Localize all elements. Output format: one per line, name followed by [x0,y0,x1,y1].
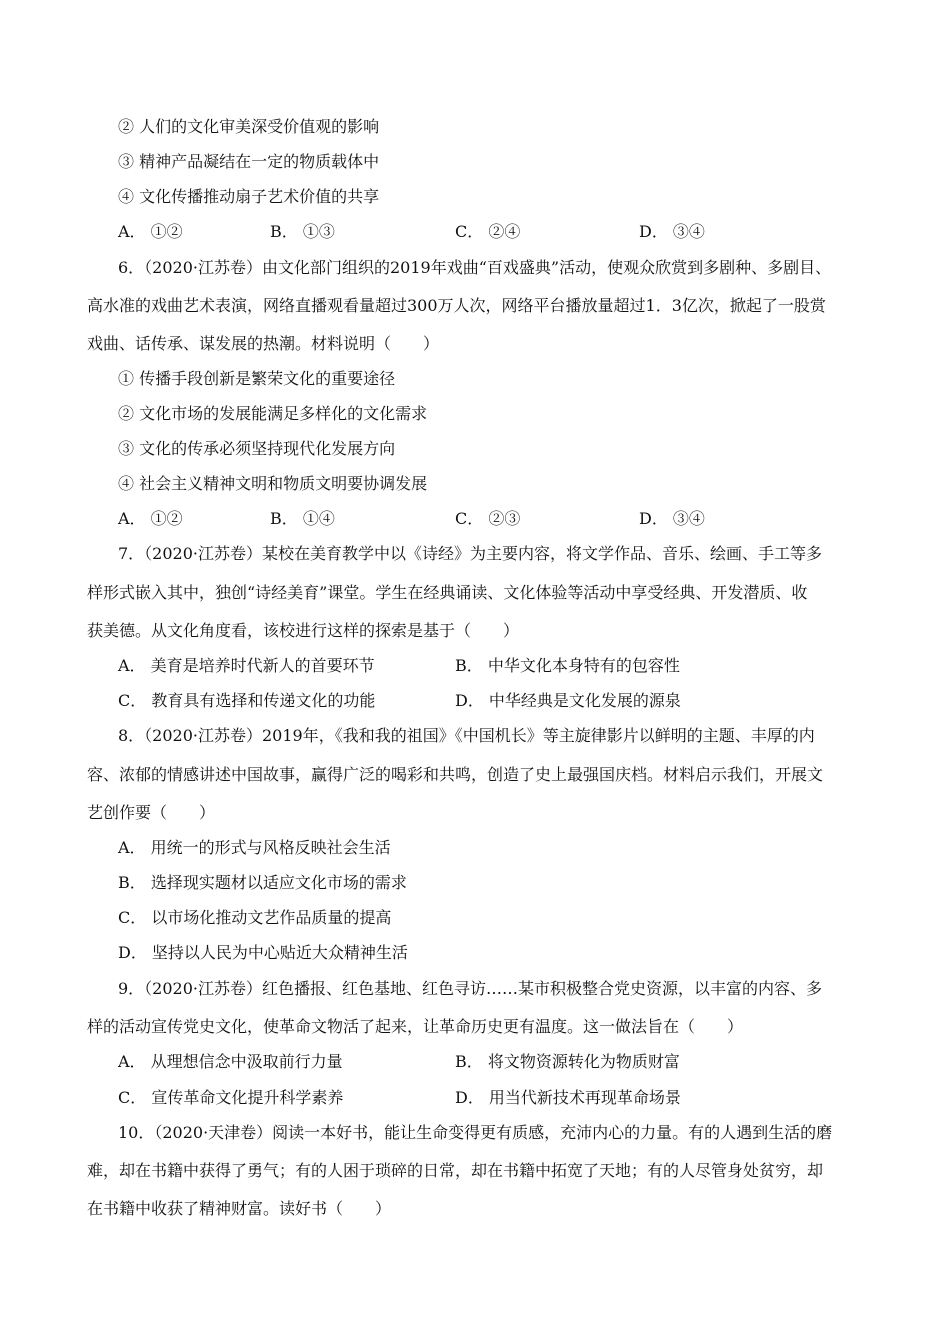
q6-option-b: B． ①④ [270,509,335,528]
q7-stem-line-1: 7．（2020·江苏卷）某校在美育教学中以《诗经》为主要内容，将文学作品、音乐、绘画、手工等多 [118,544,822,563]
q9-option-b: B． 将文物资源转化为物质财富 [455,1052,680,1071]
q8-stem-line-2: 容、浓郁的情感讲述中国故事，赢得广泛的喝彩和共鸣，创造了史上最强国庆档。材料启示我们，开展文 [87,765,824,784]
q9-option-c: C． 宣传革命文化提升科学素养 [118,1088,344,1107]
q6-stem-line-2: 高水准的戏曲艺术表演，网络直播观看量超过300万人次，网络平台播放量超过1．3亿次，掀起了一股赏 [87,296,826,315]
q6-statement-1: ① 传播手段创新是繁荣文化的重要途径 [118,369,396,388]
q8-option-d: D． 坚持以人民为中心贴近大众精神生活 [118,943,408,962]
q6-option-d: D． ③④ [639,509,705,528]
q8-stem-line-3: 艺创作要（ ） [87,803,216,822]
q7-option-a: A． 美育是培养时代新人的首要环节 [118,656,375,675]
q9-stem-line-2: 样的活动宣传党史文化，使革命文物活了起来，让革命历史更有温度。这一做法旨在（ ） [87,1017,744,1036]
q6-option-a: A． ①② [118,509,183,528]
q5-statement-3: ③ 精神产品凝结在一定的物质载体中 [118,152,380,171]
q8-option-a: A． 用统一的形式与风格反映社会生活 [118,838,391,857]
q8-option-c: C． 以市场化推动文艺作品质量的提高 [118,908,392,927]
q5-statement-2: ② 人们的文化审美深受价值观的影响 [118,117,380,136]
q5-option-b: B． ①③ [270,222,335,241]
q7-stem-line-2: 样形式嵌入其中，独创“诗经美育”课堂。学生在经典诵读、文化体验等活动中享受经典、开发潜质、收 [87,583,808,602]
q9-option-d: D． 用当代新技术再现革命场景 [455,1088,681,1107]
q7-option-b: B． 中华文化本身特有的包容性 [455,656,680,675]
q7-stem-line-3: 获美德。从文化角度看，该校进行这样的探索是基于（ ） [87,621,520,640]
q5-option-d: D． ③④ [639,222,705,241]
q9-option-a: A． 从理想信念中汲取前行力量 [118,1052,343,1071]
q10-stem-line-1: 10．（2020·天津卷）阅读一本好书，能让生命变得更有质感，充沛内心的力量。有的人遇到生活的磨 [118,1123,833,1142]
q10-stem-line-3: 在书籍中收获了精神财富。读好书（ ） [87,1199,392,1218]
q7-option-d: D． 中华经典是文化发展的源泉 [455,691,681,710]
q6-option-c: C． ②③ [455,509,521,528]
q9-stem-line-1: 9．（2020·江苏卷）红色播报、红色基地、红色寻访……某市积极整合党史资源，以丰富的内容、多 [118,979,822,998]
q6-stem-line-3: 戏曲、话传承、谋发展的热潮。材料说明（ ） [87,334,440,353]
q5-option-a: A． ①② [118,222,183,241]
q8-stem-line-1: 8．（2020·江苏卷）2019年，《我和我的祖国》《中国机长》等主旋律影片以鲜明的主题、丰厚的内 [118,726,815,745]
q6-statement-3: ③ 文化的传承必须坚持现代化发展方向 [118,439,396,458]
q5-option-c: C． ②④ [455,222,521,241]
q10-stem-line-2: 难，却在书籍中获得了勇气；有的人困于琐碎的日常，却在书籍中拓宽了天地；有的人尽管身处贫穷，却 [87,1161,824,1180]
q6-statement-2: ② 文化市场的发展能满足多样化的文化需求 [118,404,428,423]
q5-statement-4: ④ 文化传播推动扇子艺术价值的共享 [118,187,380,206]
q6-stem-line-1: 6．（2020·江苏卷）由文化部门组织的2019年戏曲“百戏盛典”活动，使观众欣赏到多剧种、多剧目、 [118,258,832,277]
q6-statement-4: ④ 社会主义精神文明和物质文明要协调发展 [118,474,428,493]
q7-option-c: C． 教育具有选择和传递文化的功能 [118,691,376,710]
q8-option-b: B． 选择现实题材以适应文化市场的需求 [118,873,407,892]
